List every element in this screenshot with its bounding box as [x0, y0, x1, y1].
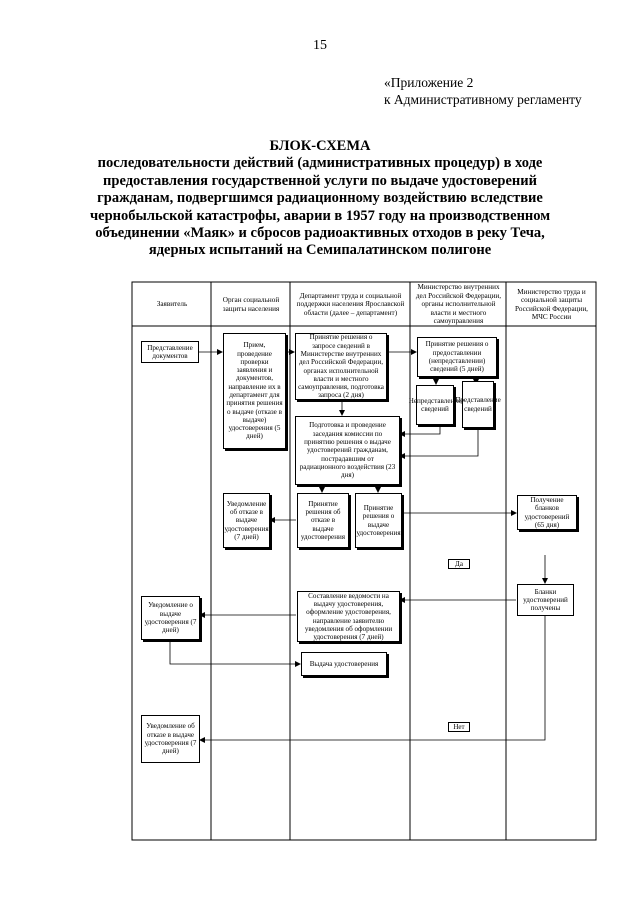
- title-line: предоставления государственной услуги по выдаче удостоверений: [103, 172, 537, 189]
- issuance-box: Выдача удостоверения: [301, 652, 387, 676]
- title-line: БЛОК-СХЕМА: [269, 138, 371, 154]
- appendix-line-1: «Приложение 2: [384, 75, 474, 90]
- blanks-receipt-box: Получение бланков удостоверений (65 дня): [517, 495, 577, 530]
- lane-header-mintrud: Министерство труда и социальной защиты Российской Федерации, МЧС России: [515, 287, 588, 321]
- issue-notice-box: Уведомление о выдаче удостоверения (7 дней): [141, 596, 200, 640]
- issue-decision-box: Принятие решения о выдаче удостоверения: [355, 493, 402, 548]
- submit-documents-box: Представление документов: [141, 341, 199, 363]
- title-line: последовательности действий (административных процедур) в ходе: [97, 155, 543, 172]
- no-label: Нет: [448, 722, 470, 732]
- lane-header-social-protection: Орган социальной защиты населения: [222, 296, 280, 313]
- title-line: ядерных испытаний на Семипалатинском полигоне: [148, 242, 492, 259]
- yes-label: Да: [448, 559, 470, 569]
- not-provided-box: Непредставление сведений: [416, 385, 454, 425]
- appendix-line-2: к Административному регламенту: [384, 92, 582, 107]
- request-decision-box: Принятие решения о запросе сведений в Министерстве внутренних дел Российской Федерации, органах исполнительной власти и местного самоуправления, подготовка запроса (2 дня): [295, 333, 387, 400]
- refusal-decision-box: Принятие решения об отказе в выдаче удостоверения: [297, 493, 349, 548]
- title-line: объединении «Маяк» и сбросов радиоактивных отходов в реку Теча,: [95, 225, 545, 242]
- lane-header-applicant: Заявитель: [156, 300, 188, 309]
- refusal-notice-final-box: Уведомление об отказе в выдаче удостоверения (7 дней): [141, 715, 200, 763]
- blanks-received-box: Бланки удостоверений получены: [517, 584, 574, 616]
- lane-header-department: Департамент труда и социальной поддержки населения Ярославской области (далее – департамент): [296, 291, 405, 317]
- page-number: 15: [313, 38, 327, 53]
- lane-header-mvd: Министерство внутренних дел Российской Федерации, органы исполнительной власти и местного самоуправления: [415, 283, 502, 326]
- refusal-notice-box: Уведомление об отказе в выдаче удостоверения (7 дней): [223, 493, 270, 548]
- provided-box: Представление сведений: [462, 381, 494, 428]
- statement-box: Составление ведомости на выдачу удостоверения, оформление удостоверения, направление заявителю уведомления об оформлении удостоверения (7 дней): [297, 591, 400, 642]
- reception-box: Прием, проведение проверки заявления и документов, направление их в департамент для принятия решения о выдаче (отказе в выдаче) удостоверения (5 дней): [223, 333, 286, 449]
- title-line: гражданам, подвергшимся радиационному воздействию вследствие: [97, 190, 543, 207]
- provide-decision-box: Принятие решения о предоставлении (непредставлении) сведений (5 дней): [417, 337, 497, 377]
- commission-box: Подготовка и проведение заседания комиссии по принятию решения о выдаче удостоверений гражданам, пострадавшим от радиационного воздействия (23 дня): [295, 416, 400, 485]
- title-line: чернобыльской катастрофы, аварии в 1957 году на производственном: [90, 207, 551, 224]
